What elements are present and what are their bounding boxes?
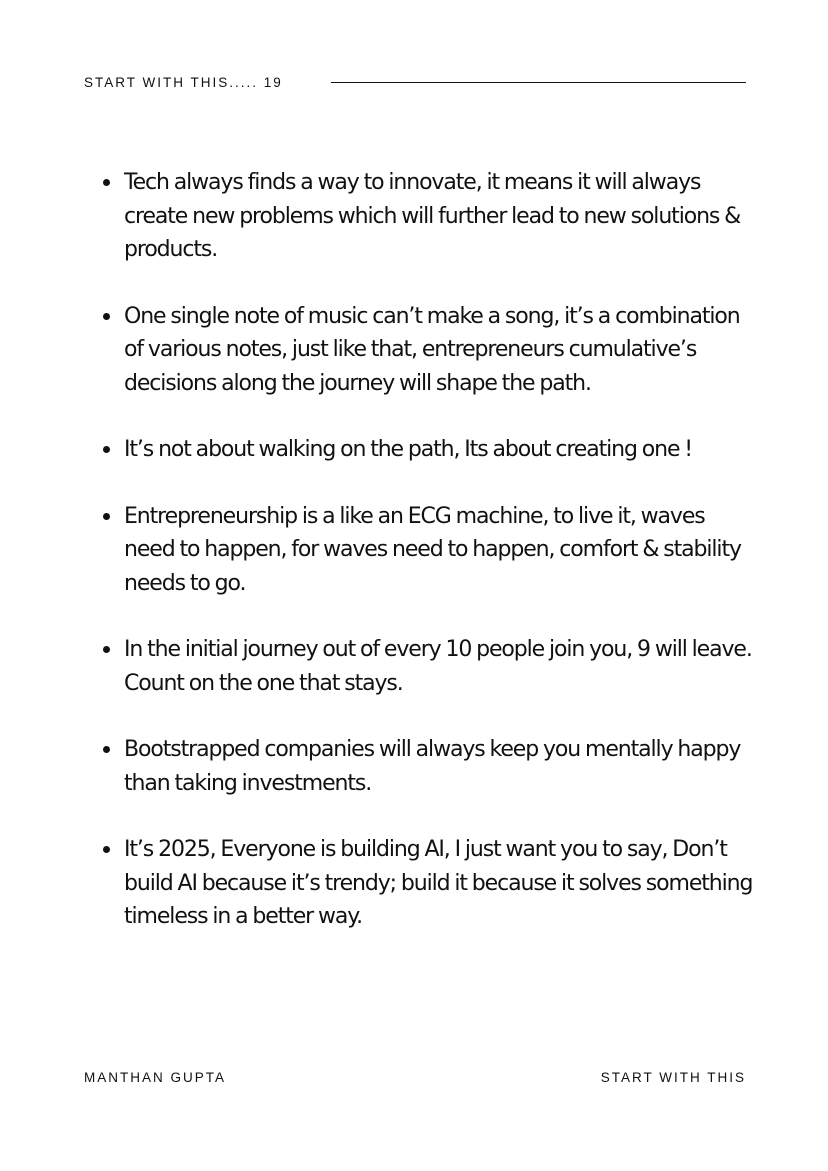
list-item [100,166,760,267]
bullet-icon [103,646,110,653]
bullet-icon [103,746,110,753]
list-item-text: Bootstrapped companies will always keep you mentally happy than taking investments. [124,737,741,796]
bullet-icon [103,513,110,520]
list-item [100,633,760,700]
list-item-text: Entrepreneurship is a like an ECG machine, to live it, waves need to happen, for waves need to happen, comfort & stability needs to go. [124,503,741,596]
bullet-icon [103,446,110,453]
header-divider [331,82,746,83]
list-item [100,433,760,467]
footer-author: MANTHAN GUPTA [84,1070,227,1085]
list-item [100,733,760,800]
bullet-icon [103,313,110,320]
list-item-text: In the initial journey out of every 10 people join you, 9 will leave. Count on the one that stays. [124,637,752,696]
bullet-list [100,166,760,967]
list-item [100,833,760,934]
list-item [100,300,760,401]
list-item-text: It’s not about walking on the path, Its about creating one ! [124,437,692,462]
list-item-text: One single note of music can’t make a song, it’s a combination of various notes, just like that, entrepreneurs cumulative’s decisions along the journey will shape the path. [124,303,740,396]
page-footer [84,1068,746,1088]
page-header [84,73,746,93]
list-item-text: Tech always finds a way to innovate, it means it will always create new problems which will further lead to new solutions & products. [124,170,741,262]
footer-book-title: START WITH THIS [600,1070,746,1085]
header-title: START WITH THIS..... 19 [84,75,283,90]
bullet-icon [103,179,110,186]
list-item [100,500,760,601]
bullet-icon [103,846,110,853]
list-item-text: It’s 2025, Everyone is building AI, I just want you to say, Don’t build AI because it’s trendy; build it because it solves something timeless in a better way. [124,837,753,929]
